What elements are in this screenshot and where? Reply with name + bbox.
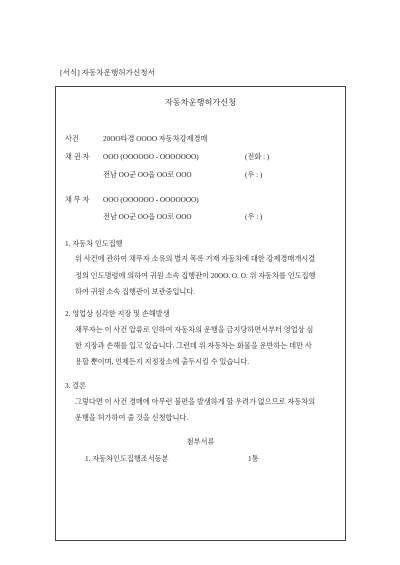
attachments-heading: 첨부서류 <box>186 438 215 446</box>
section-heading: 3. 결론 <box>65 382 87 390</box>
document-title: 자동차운행허가신청 <box>164 98 237 107</box>
debtor-postal: (우 : ) <box>245 213 263 221</box>
creditor-label: 채 권 자 <box>65 153 90 161</box>
case-label: 사건 <box>65 135 79 143</box>
case-number: 20OO타경 OOOO 자동차강제경매 <box>103 135 208 143</box>
debtor-label: 채 무 자 <box>65 196 90 204</box>
debtor-address: 전남 OO군 OO읍 OO로 OOO <box>103 213 192 221</box>
creditor-name: OOO (OOOOOO - OOOOOOO) <box>103 153 199 161</box>
section-line: 채무자는 이 사건 압류로 인하여 자동차의 운행을 금지당하면서부터 영업상 심 <box>75 326 314 334</box>
section-heading: 1. 자동차 인도집행 <box>65 240 123 248</box>
section-line: 하여 귀원 소속 집행관이 보관중입니다. <box>75 288 196 296</box>
attachment-item-count: 1통 <box>248 455 259 463</box>
section-line: 그렇다면 이 사건 경매에 아무런 불편을 발생하게 할 우려가 없으므로 자동차의 <box>75 398 316 406</box>
creditor-address: 전남 OO군 OO읍 OO로 OOO <box>103 171 192 179</box>
section-line: 한 지장과 손해를 입고 있습니다. 그런데 위 자동차는 화물을 운반하는 데만 사 <box>75 342 312 350</box>
debtor-name: OOO (OOOOOO - OOOOOOO) <box>103 196 199 204</box>
creditor-postal: (우 : ) <box>245 171 263 179</box>
section-line: 위 사건에 관하여 채무자 소유의 별지 목록 기재 자동차에 대한 강제경매개시결 <box>75 255 316 263</box>
form-label: [서식] 자동차운행허가신청서 <box>60 68 155 77</box>
creditor-phone: (전화 : ) <box>245 153 270 161</box>
section-line: 운행을 허가하여 줄 것을 신청합니다. <box>75 414 189 422</box>
attachment-item-label: 1. 자동차인도집행조서등본 <box>85 455 169 463</box>
section-heading: 2. 영업상 심각한 지장 및 손해발생 <box>65 310 170 318</box>
section-line: 정의 인도명령에 의하여 귀원 소속 집행관이 20OO. O. O. 위 자동차를 인도집행 <box>75 272 316 280</box>
section-line: 용할 뿐이며, 언제든지 지정장소에 출두시킬 수 있습니다. <box>75 358 250 366</box>
